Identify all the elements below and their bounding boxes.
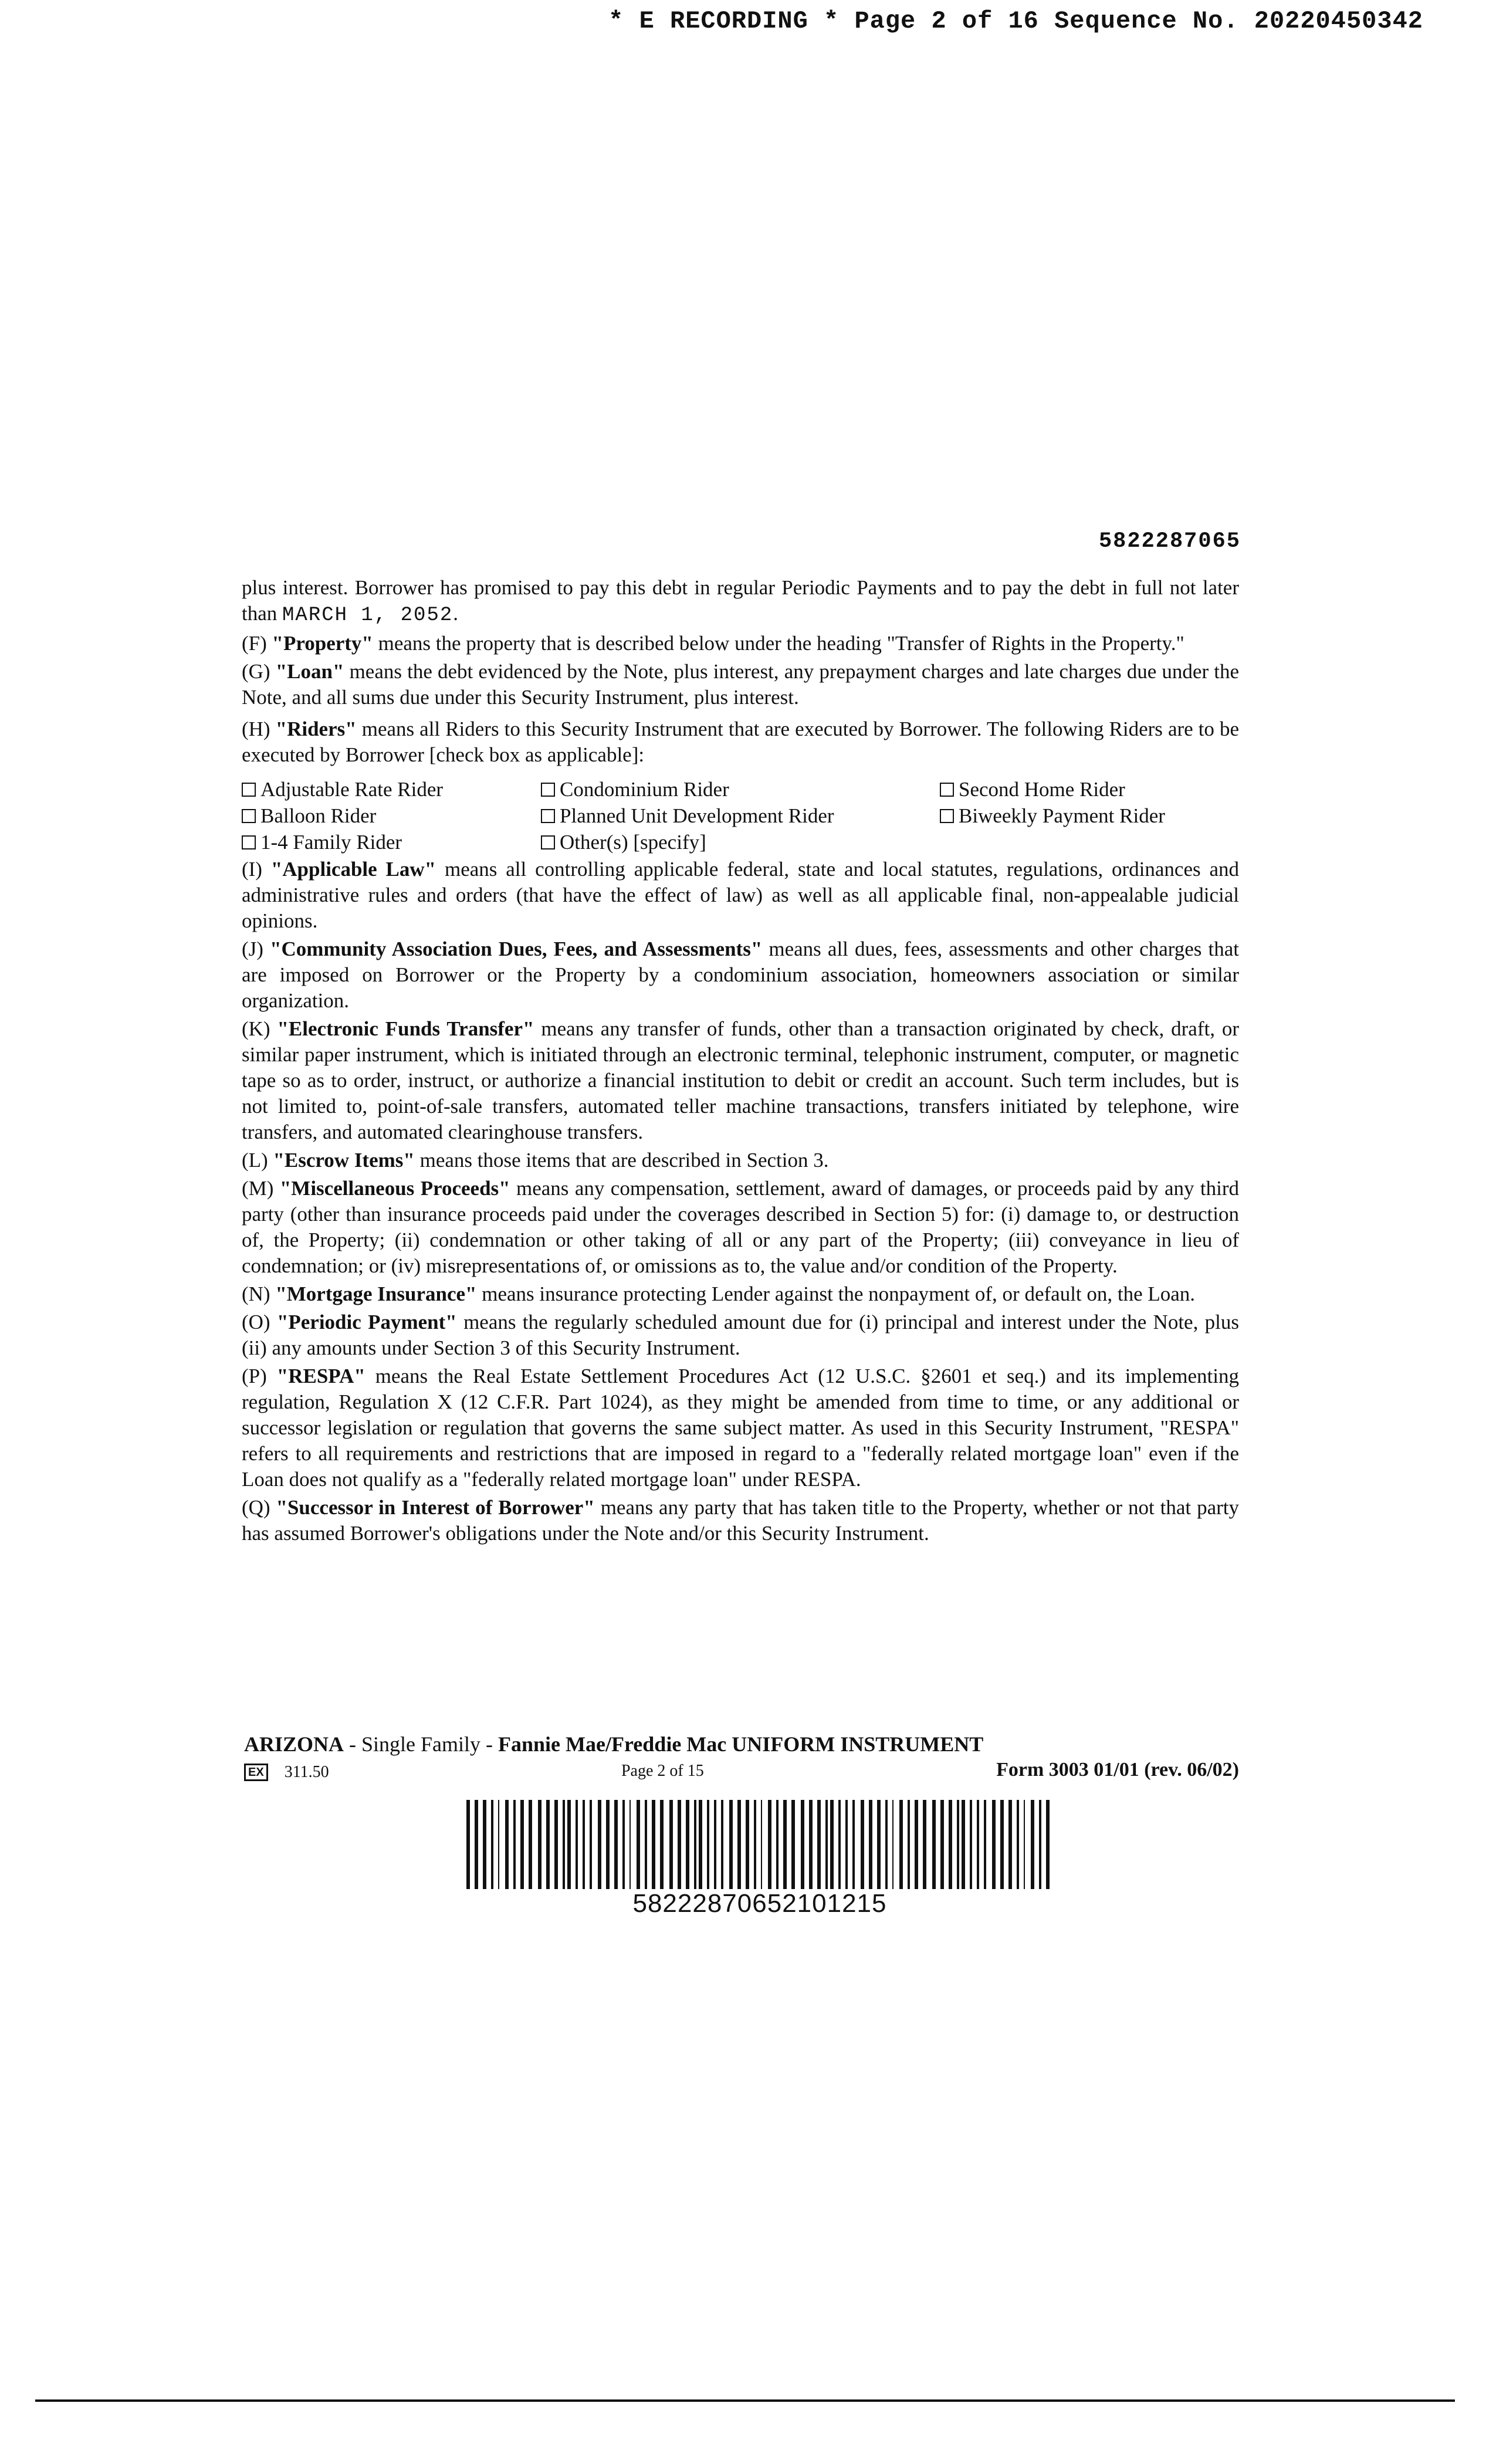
barcode-bar	[729, 1800, 733, 1889]
checkbox-icon[interactable]	[940, 783, 954, 797]
barcode-bar	[475, 1800, 478, 1889]
barcode-bar	[932, 1800, 936, 1889]
barcode-bar	[563, 1800, 565, 1889]
footer-instrument: Fannie Mae/Freddie Mac UNIFORM INSTRUMENT	[498, 1732, 984, 1756]
barcode-bar	[923, 1800, 926, 1889]
paragraph-p-respa: (P) "RESPA" means the Real Estate Settlement Procedures Act (12 U.S.C. §2601 et seq.) and its implementing regulation, Regulation X (12 C.F.R. Part 1024), as they might be amended from time to time, or any additional or successor legislation or regulation that governs the same subject matter. As used in this Security Instrument, "RESPA" refers to all requirements and restrictions that are imposed in regard to a "federally related mortgage loan" even if the Loan does not qualify as a "federally related mortgage loan" under RESPA.	[242, 1365, 1239, 1491]
term-escrow-items: "Escrow Items"	[273, 1149, 415, 1172]
barcode-bar	[576, 1800, 578, 1889]
barcode-bar	[660, 1800, 664, 1889]
barcode-bar	[1008, 1800, 1012, 1889]
checkbox-icon[interactable]	[541, 835, 555, 849]
barcode-number: 58222870652101215	[632, 1889, 887, 1918]
paragraph-n-mortgage-insurance: (N) "Mortgage Insurance" means insurance protecting Lender against the nonpayment of, or default on, the Loan.	[242, 1282, 1196, 1305]
riders-checklist	[242, 776, 1239, 855]
term-community-association: "Community Association Dues, Fees, and Assessments"	[270, 937, 763, 960]
barcode-bar	[746, 1800, 749, 1889]
paragraph-k-electronic-funds-transfer: (K) "Electronic Funds Transfer" means any transfer of funds, other than a transaction originated by check, draft, or similar paper instrument, which is initiated through an electronic terminal, telephonic instrument, computer, or magnetic tape so as to order, instruct, or authorize a financial institution to debit or credit an account. Such term includes, but is not limited to, point-of-sale transfers, automated teller machine transactions, transfers initiated by telephone, wire transfers, and automated clearinghouse transfers.	[242, 1017, 1240, 1143]
barcode-bar	[1024, 1800, 1025, 1889]
footer-title: ARIZONA - Single Family - Fannie Mae/Freddie Mac UNIFORM INSTRUMENT	[244, 1732, 984, 1756]
paragraph-f-property: (F) "Property" means the property that is described below under the heading "Transfer of Rights in the Property."	[242, 632, 1184, 655]
rider-balloon[interactable]: Balloon Rider	[242, 803, 541, 829]
maturity-date: MARCH 1, 2052	[282, 604, 453, 627]
document-body	[242, 575, 1239, 1549]
barcode-bar	[483, 1800, 486, 1889]
barcode-bar	[686, 1800, 689, 1889]
barcode-bar	[877, 1800, 881, 1889]
barcode-bar	[669, 1800, 673, 1889]
footer-code: 311.50	[284, 1763, 329, 1781]
form-footer	[244, 1732, 1239, 1782]
checkbox-icon[interactable]	[242, 783, 256, 797]
checkbox-icon[interactable]	[242, 835, 256, 849]
rider-others[interactable]: Other(s) [specify]	[541, 829, 940, 855]
barcode-bar	[1039, 1800, 1041, 1889]
barcode-bar	[1000, 1800, 1004, 1889]
checkbox-icon[interactable]	[541, 783, 555, 797]
rider-biweekly-payment[interactable]: Biweekly Payment Rider	[940, 803, 1239, 829]
barcode-bar	[538, 1800, 541, 1889]
barcode-bar	[957, 1800, 959, 1889]
barcode-bar	[885, 1800, 888, 1889]
barcode-bar	[466, 1800, 470, 1889]
barcode-bar	[992, 1800, 996, 1889]
recording-header: * E RECORDING * Page 2 of 16 Sequence No. 20220450342	[608, 7, 1423, 35]
page-bottom-rule	[35, 2399, 1455, 2402]
barcode-bar	[852, 1800, 855, 1889]
barcode-bar	[645, 1800, 647, 1889]
barcode-bar	[768, 1800, 771, 1889]
rider-second-home[interactable]: Second Home Rider	[940, 776, 1239, 803]
barcode-bar	[892, 1800, 893, 1889]
barcode-bar	[520, 1800, 524, 1889]
footer-page-number: Page 2 of 15	[621, 1762, 704, 1780]
term-periodic-payment: "Periodic Payment"	[276, 1311, 457, 1333]
paragraph-i-applicable-law: (I) "Applicable Law" means all controlling applicable federal, state and local statutes, regulations, ordinances and administrative rules and orders (that have the effect of law) as well as all applicable final, non-appealable judicial opinions.	[242, 858, 1240, 932]
term-mortgage-insurance: "Mortgage Insurance"	[275, 1282, 477, 1305]
paragraph-j-community-association: (J) "Community Association Dues, Fees, and Assessments" means all dues, fees, assessments and other charges that are imposed on Borrower or the Property by a condominium association, homeowners association or similar organization.	[242, 937, 1240, 1012]
barcode-bar	[699, 1800, 702, 1889]
barcode-bar	[737, 1800, 741, 1889]
barcode-bar	[714, 1800, 716, 1889]
term-respa: "RESPA"	[276, 1365, 365, 1387]
barcode-bar	[845, 1800, 848, 1889]
barcode-bar	[1031, 1800, 1034, 1889]
footer-details	[244, 1759, 1239, 1782]
checkbox-icon[interactable]	[541, 809, 555, 823]
paragraph-h-riders: (H) "Riders" means all Riders to this Security Instrument that are executed by Borrower. The following Riders are to be executed by Borrower [check box as applicable]:	[242, 717, 1240, 766]
barcode-bar	[529, 1800, 532, 1889]
barcode-bar	[776, 1800, 779, 1889]
barcode-bar	[817, 1800, 821, 1889]
barcode-bar	[962, 1800, 965, 1889]
footer-state: ARIZONA	[244, 1732, 344, 1756]
term-riders: "Riders"	[275, 717, 357, 740]
term-property: "Property"	[272, 632, 373, 655]
barcode-bar	[984, 1800, 986, 1889]
loan-number: 5822287065	[1098, 529, 1241, 554]
rider-adjustable-rate[interactable]: Adjustable Rate Rider	[242, 776, 541, 803]
barcode-icon	[466, 1800, 1053, 1889]
barcode-block	[466, 1800, 1053, 1918]
barcode-bar	[783, 1800, 787, 1889]
barcode-bar	[791, 1800, 795, 1889]
term-successor-in-interest: "Successor in Interest of Borrower"	[276, 1496, 595, 1519]
barcode-bar	[869, 1800, 872, 1889]
paragraph-o-periodic-payment: (O) "Periodic Payment" means the regularly scheduled amount due for (i) principal and interest under the Note, plus (ii) any amounts under Section 3 of this Security Instrument.	[242, 1311, 1240, 1359]
barcode-bar	[825, 1800, 828, 1889]
barcode-bar	[554, 1800, 558, 1889]
barcode-bar	[949, 1800, 952, 1889]
term-electronic-funds-transfer: "Electronic Funds Transfer"	[277, 1017, 534, 1040]
barcode-bar	[491, 1800, 493, 1889]
paragraph-g-loan: (G) "Loan" means the debt evidenced by the Note, plus interest, any prepayment charges and late charges due under the Note, and all sums due under this Security Instrument, plus interest.	[242, 660, 1240, 709]
barcode-bar	[678, 1800, 681, 1889]
barcode-bar	[637, 1800, 640, 1889]
paragraph-m-miscellaneous-proceeds: (M) "Miscellaneous Proceeds" means any compensation, settlement, award of damages, or proceeds paid by any third party (other than insurance proceeds paid under the coverages described in Section 5) for: (i) damage to, or destruction of, the Property; (ii) condemnation or other taking of all or any part of the Property; (iii) conveyance in lieu of condemnation; or (iv) misrepresentations of, or omissions as to, the value and/or condition of the Property.	[242, 1177, 1239, 1277]
barcode-bar	[801, 1800, 804, 1889]
barcode-bar	[598, 1800, 601, 1889]
barcode-bar	[513, 1800, 516, 1889]
barcode-bar	[838, 1800, 841, 1889]
checkbox-icon[interactable]	[940, 809, 954, 823]
barcode-bar	[505, 1800, 509, 1889]
paragraph-e-continued: plus interest. Borrower has promised to pay this debt in regular Periodic Payments and to pay the debt in full not later than MARCH 1, 2052.	[242, 576, 1239, 627]
barcode-bar	[622, 1800, 625, 1889]
rider-condominium[interactable]: Condominium Rider	[541, 776, 940, 803]
barcode-bar	[977, 1800, 979, 1889]
checkbox-icon[interactable]	[242, 809, 256, 823]
barcode-bar	[830, 1800, 834, 1889]
barcode-bar	[915, 1800, 918, 1889]
paragraph-q-successor-in-interest: (Q) "Successor in Interest of Borrower" means any party that has taken title to the Property, whether or not that party has assumed Borrower's obligations under the Note and/or this Security Instrument.	[242, 1496, 1239, 1545]
barcode-bar	[629, 1800, 631, 1889]
barcode-bar	[614, 1800, 618, 1889]
barcode-bar	[809, 1800, 813, 1889]
barcode-bar	[761, 1800, 762, 1889]
barcode-bar	[1017, 1800, 1019, 1889]
rider-planned-unit-development[interactable]: Planned Unit Development Rider	[541, 803, 940, 829]
barcode-bar	[908, 1800, 910, 1889]
term-applicable-law: "Applicable Law"	[270, 858, 436, 881]
barcode-bar	[940, 1800, 944, 1889]
barcode-bar	[861, 1800, 864, 1889]
barcode-bar	[590, 1800, 592, 1889]
barcode-bar	[694, 1800, 696, 1889]
barcode-bar	[707, 1800, 709, 1889]
barcode-bar	[754, 1800, 756, 1889]
ex-logo-icon: EX	[244, 1764, 268, 1781]
form-number: Form 3003 01/01 (rev. 06/02)	[996, 1759, 1239, 1781]
barcode-bar	[721, 1800, 723, 1889]
barcode-bar	[1046, 1800, 1050, 1889]
barcode-bar	[606, 1800, 610, 1889]
barcode-bar	[498, 1800, 499, 1889]
term-loan: "Loan"	[275, 660, 344, 683]
term-miscellaneous-proceeds: "Miscellaneous Proceeds"	[279, 1177, 510, 1200]
barcode-bar	[546, 1800, 550, 1889]
barcode-bar	[652, 1800, 655, 1889]
paragraph-l-escrow-items: (L) "Escrow Items" means those items that are described in Section 3.	[242, 1149, 829, 1172]
barcode-bar	[567, 1800, 571, 1889]
barcode-bar	[583, 1800, 585, 1889]
rider-1-4-family[interactable]: 1-4 Family Rider	[242, 829, 541, 855]
barcode-bar	[899, 1800, 903, 1889]
barcode-bar	[970, 1800, 972, 1889]
